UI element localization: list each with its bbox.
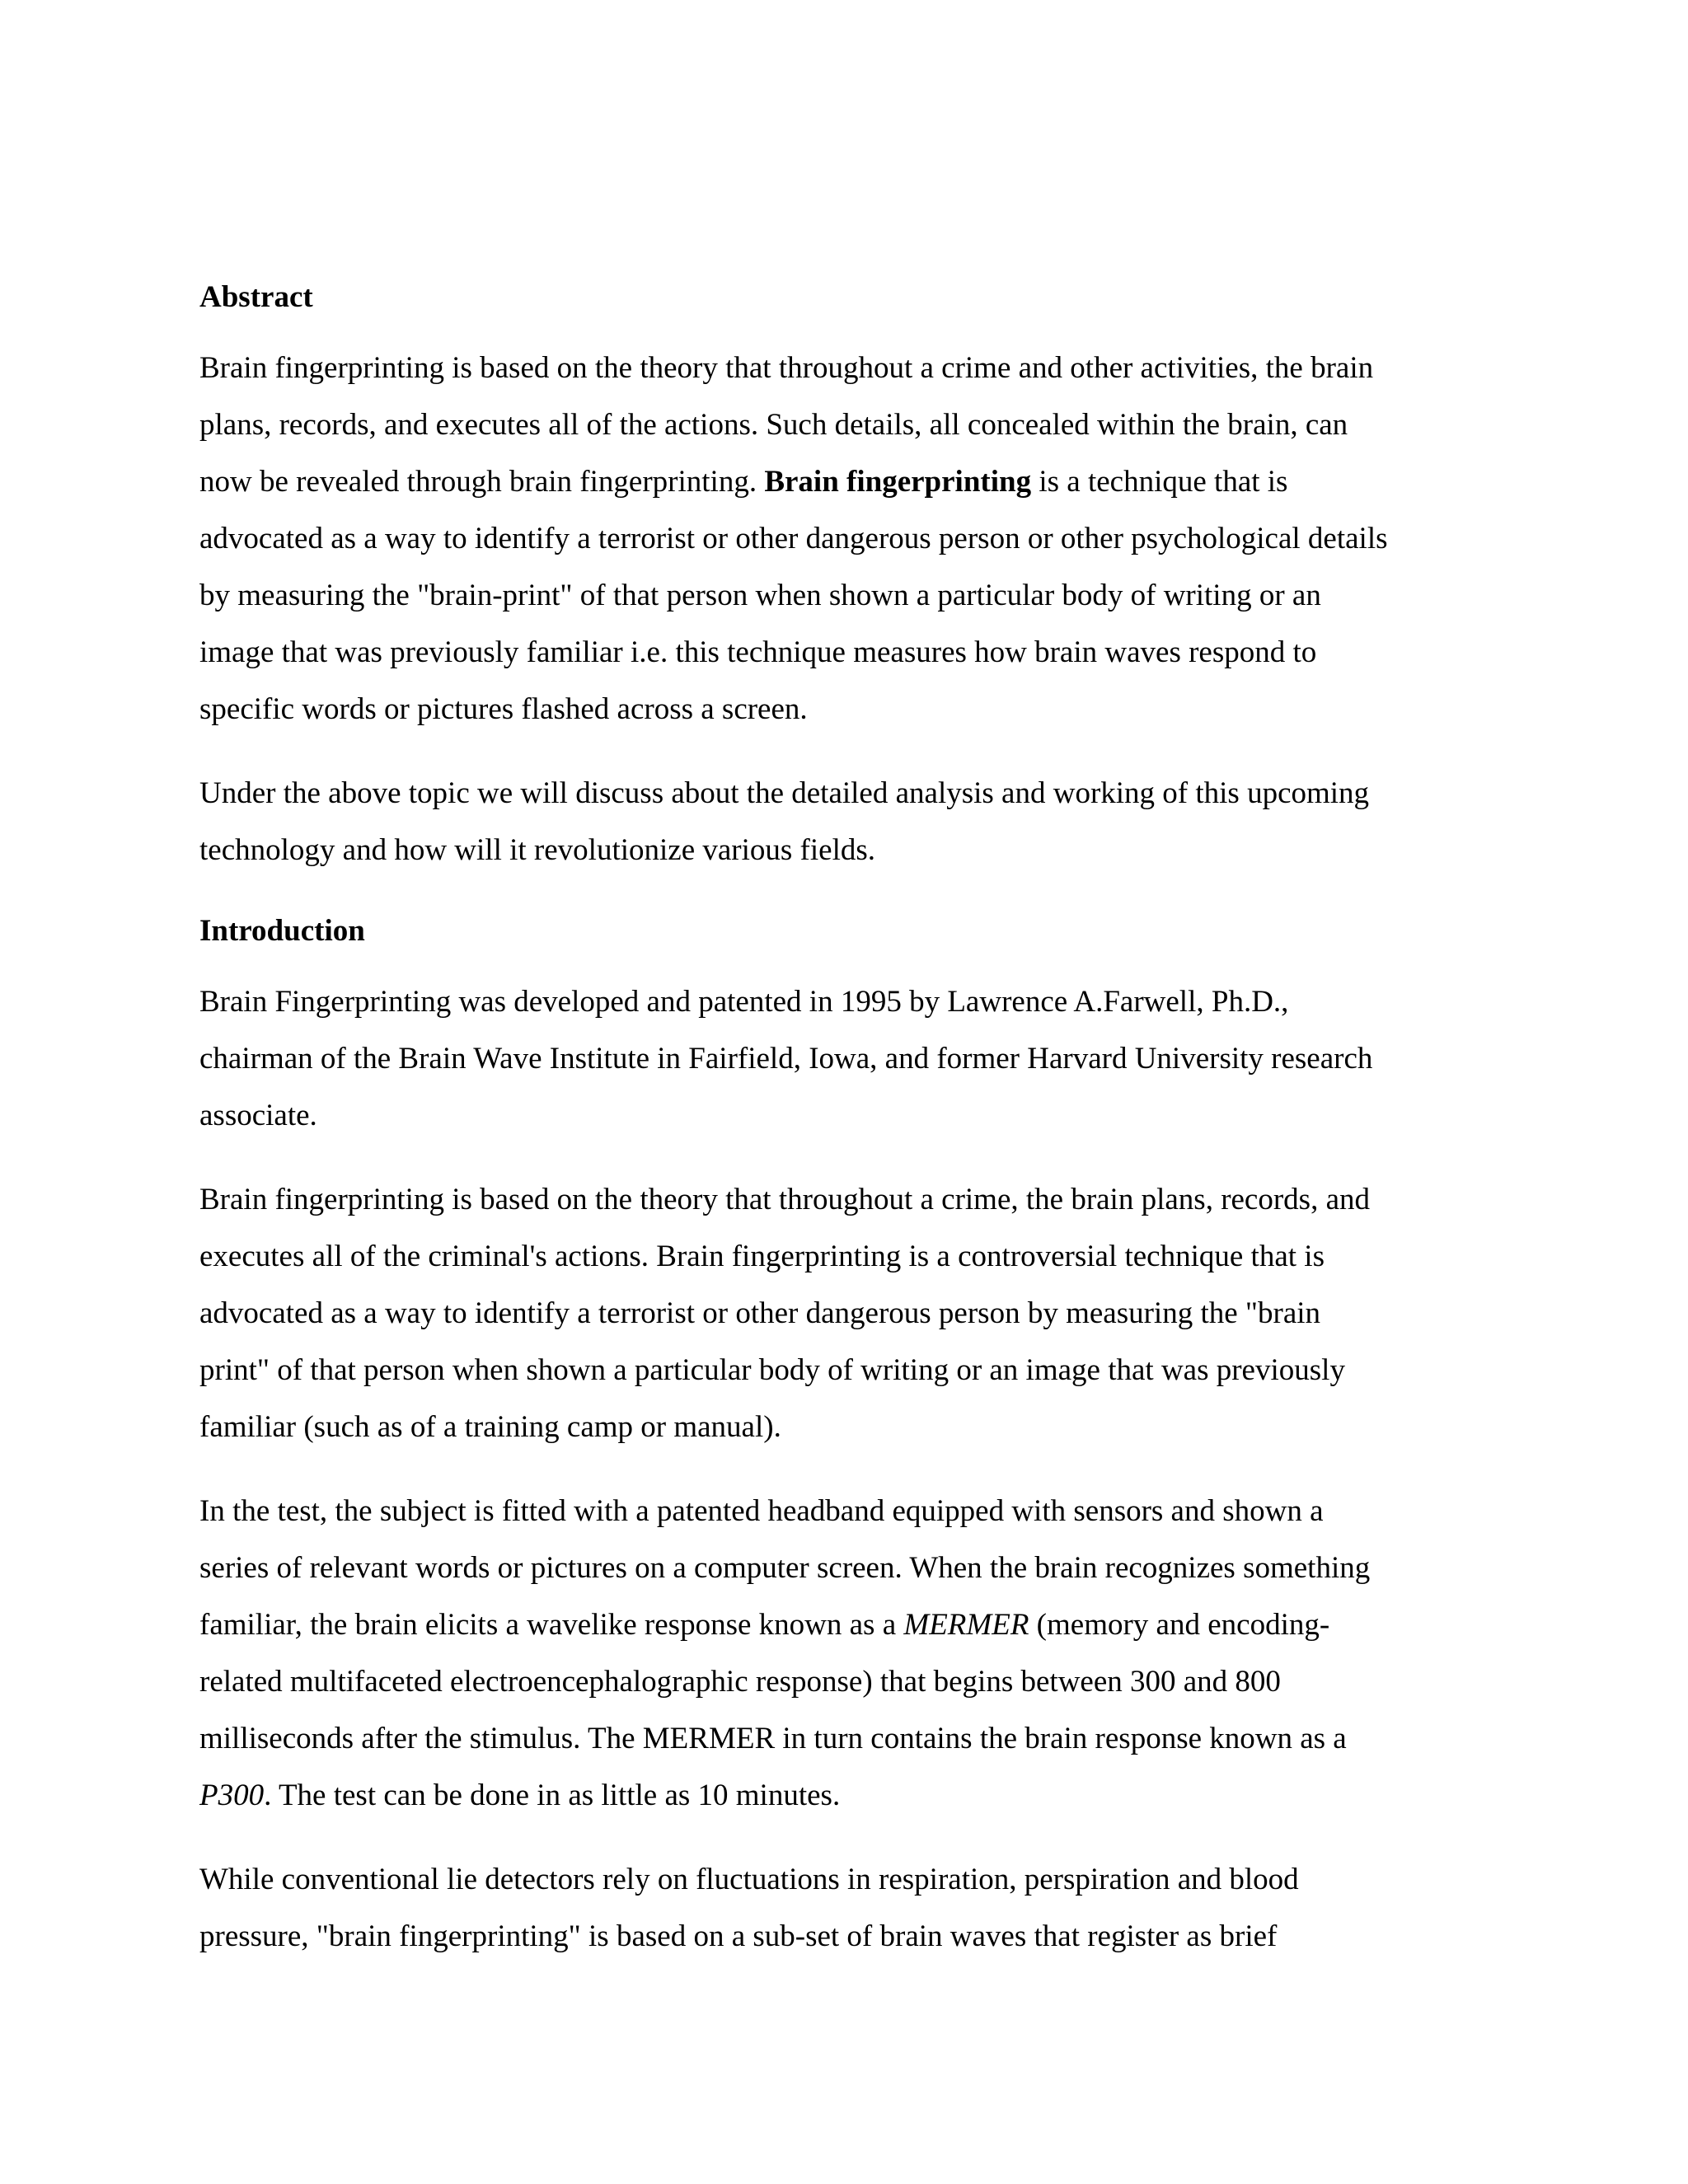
text-line: milliseconds after the stimulus. The MERMER in turn contains the brain response known as a	[199, 1722, 1347, 1755]
text-run: is a technique that is	[1031, 465, 1288, 499]
text-line	[199, 1596, 1502, 1653]
italic-term-p300: P300	[199, 1779, 265, 1812]
document-page	[199, 272, 1502, 1992]
text-line	[199, 1767, 1502, 1824]
text-line: In the test, the subject is fitted with a patented headband equipped with sensors and shown a	[199, 1494, 1324, 1528]
introduction-paragraph-4	[199, 1851, 1502, 1965]
text-line: plans, records, and executes all of the actions. Such details, all concealed within the brain, can	[199, 408, 1348, 442]
text-run: now be revealed through brain fingerprinting.	[199, 465, 765, 499]
introduction-paragraph-2	[199, 1171, 1502, 1455]
text-line: While conventional lie detectors rely on fluctuations in respiration, perspiration and blood	[199, 1863, 1299, 1896]
text-line: advocated as a way to identify a terrorist or other dangerous person or other psychological details	[199, 522, 1388, 555]
text-line: advocated as a way to identify a terrorist or other dangerous person by measuring the "brain	[199, 1296, 1321, 1330]
abstract-paragraph-2	[199, 765, 1502, 879]
text-line: related multifaceted electroencephalographic response) that begins between 300 and 800	[199, 1665, 1281, 1699]
bold-term: Brain fingerprinting	[764, 465, 1032, 499]
text-line: pressure, "brain fingerprinting" is based on a sub-set of brain waves that register as brief	[199, 1919, 1278, 1953]
text-line: technology and how will it revolutionize various fields.	[199, 833, 875, 867]
introduction-heading: Introduction	[199, 914, 365, 948]
abstract-heading: Abstract	[199, 280, 313, 314]
text-line: Under the above topic we will discuss about the detailed analysis and working of this upcoming	[199, 776, 1370, 810]
text-line: specific words or pictures flashed across a screen.	[199, 692, 808, 726]
text-line	[199, 453, 1502, 510]
text-line: by measuring the "brain-print" of that person when shown a particular body of writing or an	[199, 579, 1321, 612]
introduction-paragraph-1	[199, 973, 1502, 1144]
abstract-paragraph-1	[199, 340, 1502, 738]
text-run: familiar, the brain elicits a wavelike response known as a	[199, 1608, 904, 1642]
text-line: print" of that person when shown a particular body of writing or an image that was previously	[199, 1353, 1345, 1387]
text-line: executes all of the criminal's actions. Brain fingerprinting is a controversial technique that is	[199, 1240, 1325, 1273]
text-line: chairman of the Brain Wave Institute in Fairfield, Iowa, and former Harvard University research	[199, 1042, 1373, 1076]
text-line: Brain fingerprinting is based on the theory that throughout a crime and other activities, the brain	[199, 351, 1374, 385]
italic-term-mermer: MERMER	[903, 1608, 1029, 1642]
text-line: series of relevant words or pictures on a computer screen. When the brain recognizes something	[199, 1551, 1371, 1585]
text-line: image that was previously familiar i.e. this technique measures how brain waves respond to	[199, 635, 1317, 669]
text-line: familiar (such as of a training camp or manual).	[199, 1410, 781, 1444]
text-line: Brain Fingerprinting was developed and patented in 1995 by Lawrence A.Farwell, Ph.D.,	[199, 985, 1289, 1019]
text-line: Brain fingerprinting is based on the theory that throughout a crime, the brain plans, records, and	[199, 1183, 1371, 1216]
text-run: . The test can be done in as little as 10 minutes.	[264, 1779, 841, 1812]
text-run: (memory and encoding-	[1029, 1608, 1330, 1642]
text-line: associate.	[199, 1099, 317, 1132]
introduction-paragraph-3	[199, 1483, 1502, 1824]
